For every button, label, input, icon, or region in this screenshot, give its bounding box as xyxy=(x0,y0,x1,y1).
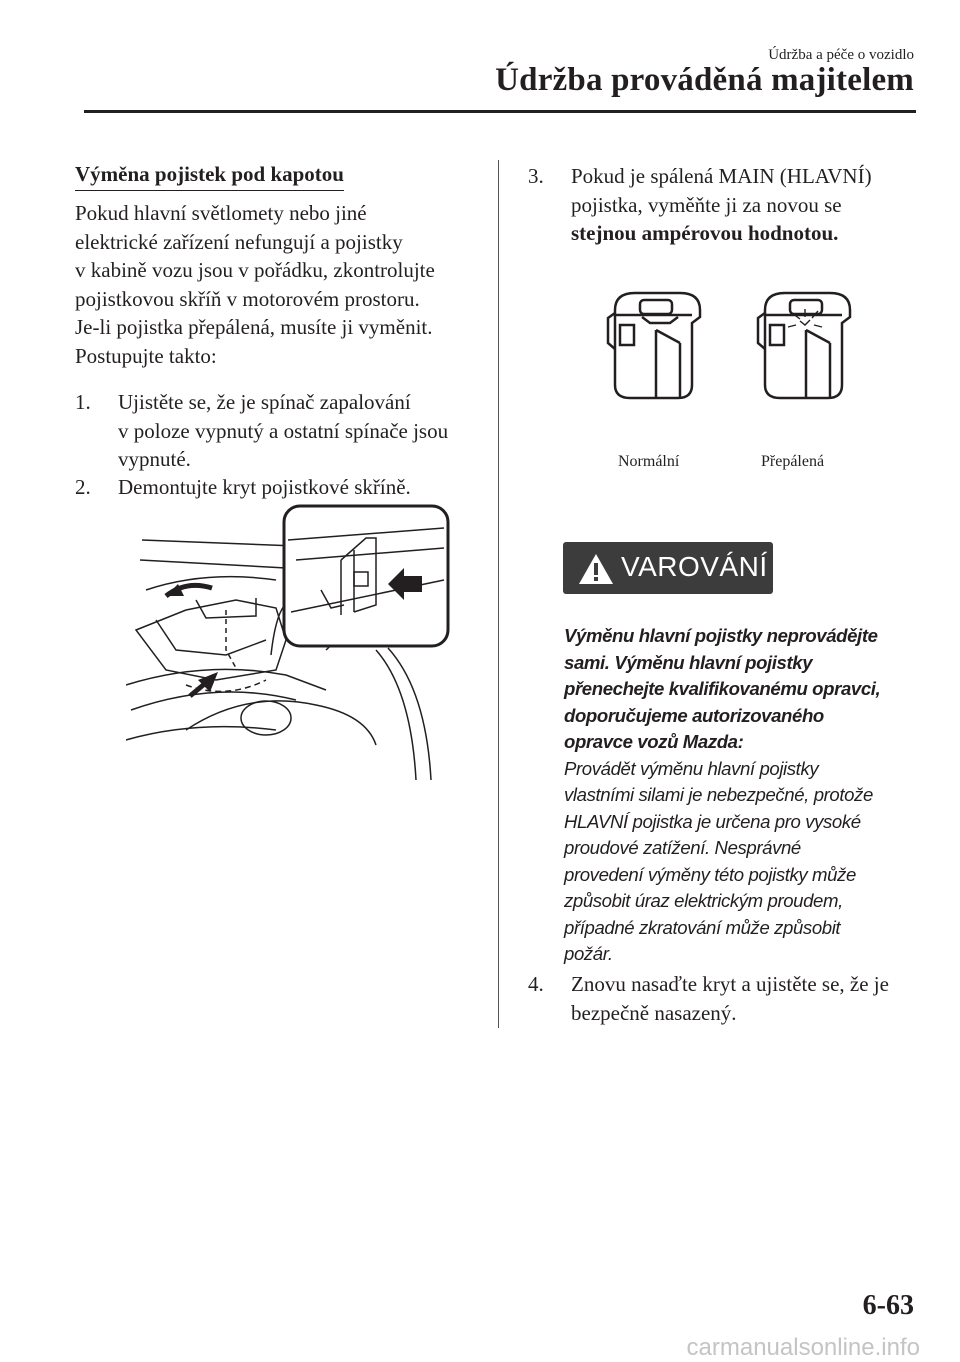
header-title: Údržba prováděná majitelem xyxy=(495,62,914,98)
step-line: v poloze vypnutý a ostatní spínače jsou xyxy=(118,418,449,443)
section-title: Výměna pojistek pod kapotou xyxy=(75,162,344,191)
warning-line: proudové zatížení. Nesprávné xyxy=(564,837,801,858)
warning-line: vlastními silami je nebezpečné, protože xyxy=(564,784,873,805)
fuse-blown-label: Přepálená xyxy=(761,453,825,470)
warning-text xyxy=(564,623,924,968)
warning-triangle-icon xyxy=(577,552,615,586)
warning-bold-line: sami. Výměnu hlavní pojistky xyxy=(564,651,813,673)
fuse-normal-label: Normální xyxy=(618,453,680,470)
step-1 xyxy=(75,388,448,474)
warning-banner xyxy=(563,542,773,594)
warning-bold-line: opravce vozů Mazda: xyxy=(564,731,744,752)
warning-line: Provádět výměnu hlavní pojistky xyxy=(564,757,819,779)
warning-line: požár. xyxy=(564,943,613,964)
step-4 xyxy=(528,970,889,1027)
warning-line: HLAVNÍ pojistka je určena pro vysoké xyxy=(564,810,861,832)
column-divider xyxy=(498,160,499,1028)
header-rule xyxy=(84,110,916,113)
step-line: pojistka, vyměňte ji za novou se xyxy=(571,192,842,217)
step-line: bezpečně nasazený. xyxy=(571,1000,737,1025)
warning-bold-line: doporučujeme autorizovaného xyxy=(564,704,824,726)
warning-bold-line: přenechejte kvalifikovanému opravci, xyxy=(564,678,881,699)
warning-bold-line: Výměnu hlavní pojistky neprovádějte xyxy=(564,625,878,646)
step-line-bold: stejnou ampérovou hodnotou. xyxy=(571,221,839,245)
watermark: carmanualsonline.info xyxy=(686,1334,920,1361)
fuse-box-illustration xyxy=(126,500,456,790)
intro-line: Pokud hlavní světlomety nebo jiné xyxy=(75,201,367,225)
intro-line: elektrické zařízení nefungují a pojistky xyxy=(75,229,403,254)
warning-line: provedení výměny této pojistky může xyxy=(564,863,856,885)
intro-line: pojistkovou skříň v motorovém prostoru. xyxy=(75,286,420,311)
intro-paragraph xyxy=(75,199,495,370)
step-3 xyxy=(528,162,872,248)
intro-line: Postupujte takto: xyxy=(75,343,217,368)
intro-line: v kabině vozu jsou v pořádku, zkontrolujte xyxy=(75,258,435,282)
step-line: Znovu nasaďte kryt a ujistěte se, že je xyxy=(571,972,889,996)
step-line: Pokud je spálená MAIN (HLAVNÍ) xyxy=(571,164,872,188)
step-2 xyxy=(75,473,411,502)
header-subtitle: Údržba a péče o vozidlo xyxy=(768,47,914,63)
step-number: 3. xyxy=(528,164,544,188)
step-line: vypnuté. xyxy=(118,447,191,471)
step-number: 4. xyxy=(528,972,544,996)
step-number: 2. xyxy=(75,475,91,499)
warning-line: případné zkratování může způsobit xyxy=(564,916,841,938)
fuse-comparison-illustration xyxy=(600,285,860,430)
step-line: Ujistěte se, že je spínač zapalování xyxy=(118,390,411,414)
warning-line: způsobit úraz elektrickým proudem, xyxy=(564,890,843,911)
page-number: 6-63 xyxy=(862,1290,914,1321)
step-number: 1. xyxy=(75,390,91,414)
warning-label: VAROVÁNÍ xyxy=(621,551,768,582)
step-line: Demontujte kryt pojistkové skříně. xyxy=(118,475,411,499)
intro-line: Je-li pojistka přepálená, musíte ji vyměnit. xyxy=(75,315,433,339)
